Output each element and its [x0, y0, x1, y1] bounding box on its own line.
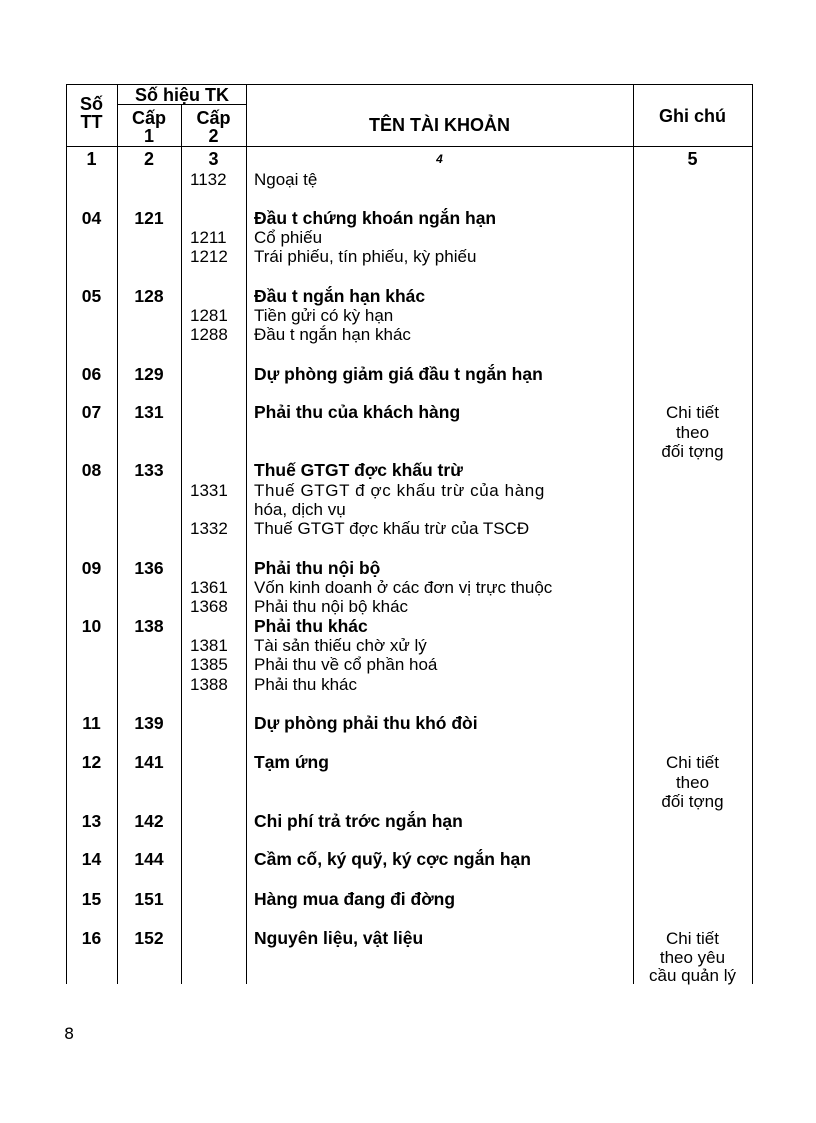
- sub-account-code: 1388: [190, 675, 228, 694]
- column-divider: [633, 84, 634, 984]
- header-cap2-line1: Cấp: [196, 108, 231, 128]
- row-number: 04: [81, 208, 102, 228]
- account-name: Chi phí trả trớc ngắn hạn: [254, 811, 463, 831]
- table-border-right: [752, 84, 753, 984]
- header-so-tt-line1: Số: [79, 94, 103, 114]
- sub-account-code: 1381: [190, 636, 228, 655]
- header-so-hieu-tk: Số hiệu TK: [135, 85, 229, 105]
- column-number: 4: [436, 152, 443, 166]
- note-text: đối tợng: [661, 792, 724, 811]
- sub-account-code: 1132: [190, 170, 227, 189]
- sub-account-code: 1211: [190, 228, 227, 247]
- row-number: 05: [81, 286, 102, 306]
- sub-account-code: 1385: [190, 655, 228, 674]
- note-text: theo: [675, 773, 710, 792]
- page-number: 8: [64, 1024, 75, 1043]
- account-name: Dự phòng giảm giá đầu t ngắn hạn: [254, 364, 543, 384]
- header-cap1-line2: 1: [143, 126, 154, 146]
- sub-account-name: Thuế GTGT đ ợc khấu trừ của hàng: [254, 481, 545, 500]
- account-code: 133: [134, 460, 164, 480]
- account-code: 138: [134, 616, 164, 636]
- account-name: Hàng mua đang đi đờng: [254, 889, 456, 909]
- sub-account-code: 1361: [190, 578, 228, 597]
- note-text: Chi tiết: [666, 403, 719, 422]
- row-number: 09: [81, 558, 102, 578]
- column-divider: [181, 104, 182, 984]
- account-code: 136: [134, 558, 164, 578]
- sub-account-code: 1288: [190, 325, 228, 344]
- account-name: Thuế GTGT đợc khấu trừ: [254, 460, 463, 480]
- sub-account-name: Cổ phiếu: [254, 228, 323, 247]
- account-name: Phải thu của khách hàng: [254, 402, 461, 422]
- row-number: 12: [81, 752, 102, 772]
- account-name: Ngoại tệ: [254, 170, 318, 189]
- account-code: 152: [134, 928, 164, 948]
- column-divider: [246, 84, 247, 984]
- column-number: 1: [86, 149, 97, 169]
- note-text: đối tợng: [661, 442, 724, 461]
- sub-account-name: hóa, dịch vụ: [254, 500, 346, 519]
- account-name: Phải thu nội bộ: [254, 558, 381, 578]
- row-number: 08: [81, 460, 102, 480]
- sub-account-code: 1368: [190, 597, 228, 616]
- account-code: 128: [134, 286, 164, 306]
- header-so-tt-line2: TT: [80, 112, 103, 132]
- sub-account-name: Phải thu nội bộ khác: [254, 597, 409, 616]
- row-number: 14: [81, 849, 102, 869]
- sub-account-code: 1331: [190, 481, 228, 500]
- column-number: 2: [143, 149, 154, 169]
- sub-account-name: Đầu t ngắn hạn khác: [254, 325, 411, 344]
- header-cap1-line1: Cấp: [131, 108, 166, 128]
- row-number: 16: [81, 928, 102, 948]
- account-name: Đầu t chứng khoán ngắn hạn: [254, 208, 497, 228]
- sub-account-name: Phải thu về cổ phần hoá: [254, 655, 438, 674]
- account-name: Cầm cố, ký quỹ, ký cợc ngắn hạn: [254, 849, 531, 869]
- row-number: 13: [81, 811, 102, 831]
- sub-account-code: 1332: [190, 519, 228, 538]
- account-code: 129: [134, 364, 164, 384]
- account-code: 141: [134, 752, 164, 772]
- sub-account-name: Vốn kinh doanh ở các đơn vị trực thuộc: [254, 578, 553, 597]
- sub-account-code: 1281: [190, 306, 228, 325]
- account-code: 151: [134, 889, 164, 909]
- account-name: Dự phòng phải thu khó đòi: [254, 713, 478, 733]
- column-number: 5: [687, 149, 698, 169]
- header-ghi-chu: Ghi chú: [659, 106, 726, 126]
- note-text: Chi tiết: [666, 753, 719, 772]
- account-code: 131: [134, 402, 164, 422]
- account-name: Phải thu khác: [254, 616, 368, 636]
- note-text: theo: [675, 423, 710, 442]
- header-bottom-line: [66, 146, 753, 147]
- sub-account-name: Phải thu khác: [254, 675, 358, 694]
- sub-account-name: Tiền gửi có kỳ hạn: [254, 306, 394, 325]
- row-number: 06: [81, 364, 102, 384]
- row-number: 11: [82, 713, 101, 733]
- sub-account-code: 1212: [190, 247, 228, 266]
- sub-account-name: Trái phiếu, tín phiếu, kỳ phiếu: [254, 247, 477, 266]
- row-number: 07: [81, 402, 102, 422]
- row-number: 10: [81, 616, 102, 636]
- note-text: cầu quản lý: [649, 966, 736, 985]
- account-name: Đầu t ngắn hạn khác: [254, 286, 426, 306]
- account-code: 142: [134, 811, 164, 831]
- sub-account-name: Thuế GTGT đợc khấu trừ của TSCĐ: [254, 519, 530, 538]
- note-text: theo yêu: [659, 948, 726, 967]
- row-number: 15: [81, 889, 102, 909]
- header-cap2-line2: 2: [208, 126, 219, 146]
- account-name: Tạm ứng: [254, 752, 329, 772]
- account-code: 139: [134, 713, 164, 733]
- column-number: 3: [208, 149, 219, 169]
- header-ten-tai-khoan: TÊN TÀI KHOẢN: [369, 115, 510, 135]
- account-code: 144: [134, 849, 164, 869]
- note-text: Chi tiết: [666, 929, 719, 948]
- account-name: Nguyên liệu, vật liệu: [254, 928, 424, 948]
- account-code: 121: [134, 208, 164, 228]
- sub-account-name: Tài sản thiếu chờ xử lý: [254, 636, 427, 655]
